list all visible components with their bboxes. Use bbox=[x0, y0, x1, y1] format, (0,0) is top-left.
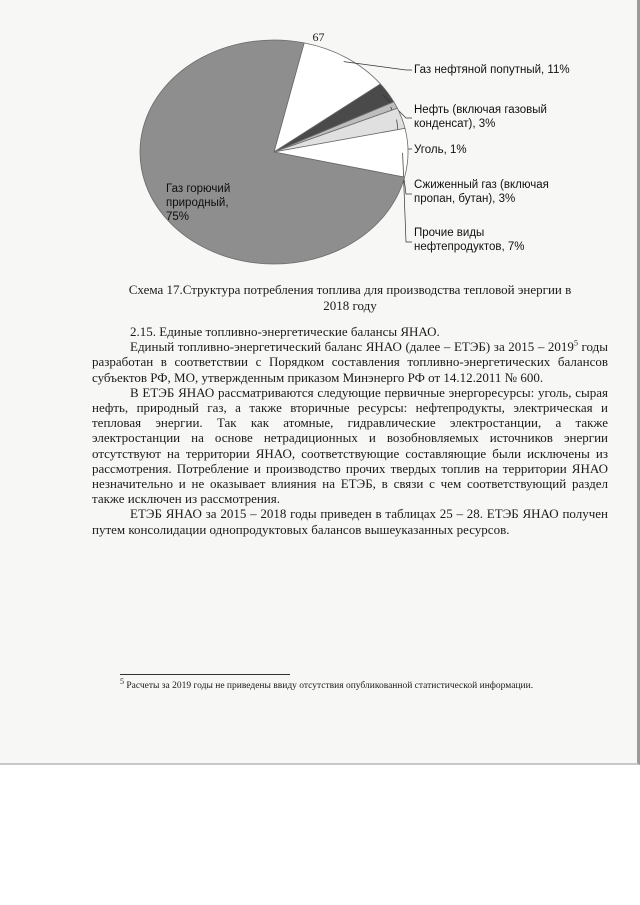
para1-part-a: Единый топливно-энергетический баланс ЯНАО (далее – ЕТЭБ) за 2015 – 2019 bbox=[130, 339, 574, 355]
label-coal bbox=[414, 143, 467, 157]
label-coal-text: Уголь, 1% bbox=[414, 144, 467, 156]
footnote-number: 5 bbox=[120, 676, 124, 686]
label-lpg-line1: Сжиженный газ (включая bbox=[414, 179, 549, 191]
label-natgas-line2: природный, bbox=[166, 197, 229, 209]
label-lpg-line2: пропан, бутан), 3% bbox=[414, 193, 516, 205]
pie-chart bbox=[0, 0, 640, 280]
label-natgas-line3: 75% bbox=[166, 211, 190, 223]
label-oil-line1: Нефть (включая газовый bbox=[414, 104, 547, 116]
label-oil-line2: конденсат), 3% bbox=[414, 118, 496, 130]
section-heading: 2.15. Единые топливно-энергетические балансы ЯНАО. bbox=[130, 324, 440, 339]
label-natgas-line1: Газ горючий bbox=[166, 183, 231, 195]
footnote-ref: 5 bbox=[573, 338, 578, 348]
caption-line2: 2018 году bbox=[323, 298, 377, 313]
paragraph-2: В ЕТЭБ ЯНАО рассматриваются следующие первичные энергоресурсы: уголь, сырая нефть, природный газ, а также вторичные ресурсы: нефтепродукты, электрическая и тепловая энергии. Так как атомные, гидравлические электростанции, а также электростанции на основе нетрадиционных и возобновляемых источников энергии отсутствуют на территории ЯНАО, соответствующие составляющие были исключены из рассмотрения. Потребление и производство прочих твердых топлив на территории ЯНАО незначительно и не оказывает влияния на ЕТЭБ, в связи с чем соответствующий раздел также исключен из рассмотрения. bbox=[92, 384, 608, 507]
footnote bbox=[120, 676, 610, 692]
page-number: 67 bbox=[312, 30, 325, 44]
label-natural-gas bbox=[166, 182, 230, 224]
paragraph-3: ЕТЭБ ЯНАО за 2015 – 2018 годы приведен в таблицах 25 – 28. ЕТЭБ ЯНАО получен путем консолидации однопродуктовых балансов вышеуказанных ресурсов. bbox=[92, 506, 608, 537]
footnote-text: Расчеты за 2019 годы не приведены ввиду отсутствия опубликованной статистической информации. bbox=[124, 681, 534, 691]
body-text bbox=[92, 324, 608, 537]
para1-part-b: годы разработан в соответствии с Порядком составления топливно-энергетических балансов субъектов РФ, МО, утвержденным приказом Минэнерго РФ от 14.12.2011 № 600. bbox=[92, 339, 608, 385]
label-other-line2: нефтепродуктов, 7% bbox=[414, 241, 525, 253]
label-lpg bbox=[414, 178, 549, 206]
label-other-line1: Прочие виды bbox=[414, 227, 485, 239]
footnote-separator bbox=[120, 674, 290, 675]
label-oil bbox=[414, 103, 547, 131]
label-gas-associated bbox=[414, 63, 570, 77]
figure-caption bbox=[92, 282, 608, 314]
label-gas-associated-text: Газ нефтяной попутный, 11% bbox=[414, 64, 570, 76]
paragraph-1 bbox=[92, 339, 608, 385]
caption-line1: Схема 17.Структура потребления топлива для производства тепловой энергии в bbox=[128, 282, 572, 297]
label-other-products bbox=[414, 226, 525, 254]
